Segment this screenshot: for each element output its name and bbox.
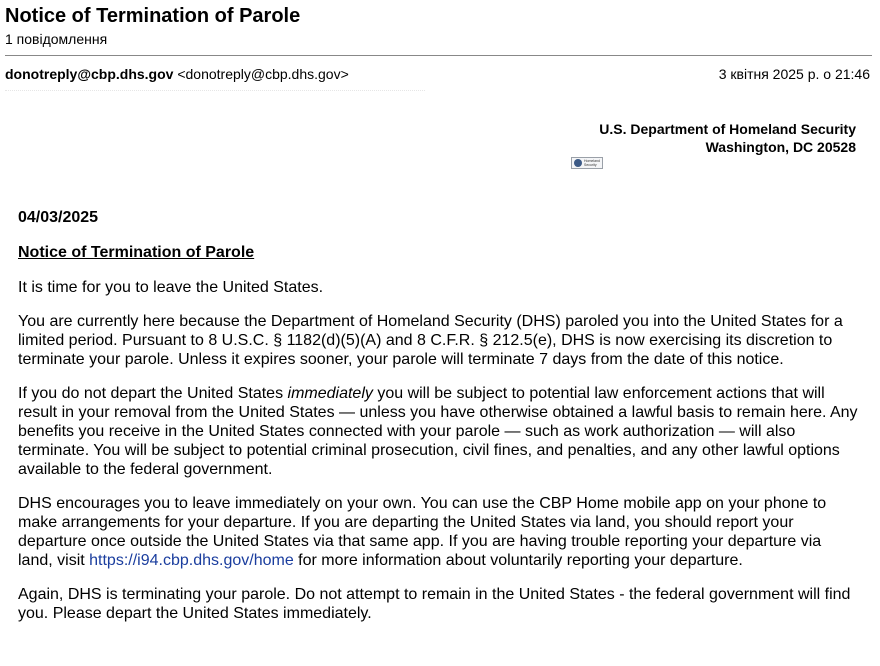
letterhead xyxy=(599,120,856,156)
paragraph-leave: It is time for you to leave the United States. xyxy=(18,279,324,296)
message-meta xyxy=(5,65,870,83)
thread-header xyxy=(5,5,872,48)
paragraph-final-warning: Again, DHS is terminating your parole. Do not attempt to remain in the United States - the federal government will find you. Please depart the United States immediately. xyxy=(18,586,851,622)
sender-name[interactable]: donotreply@cbp.dhs.gov xyxy=(5,66,174,82)
meta-separator xyxy=(5,90,425,91)
dhs-logo-text: Homeland Security xyxy=(584,159,600,167)
letter-date: 04/03/2025 xyxy=(18,209,99,226)
sender-email: <donotreply@cbp.dhs.gov> xyxy=(177,66,349,82)
sender xyxy=(5,65,349,83)
department-name: U.S. Department of Homeland Security xyxy=(599,121,856,137)
dhs-seal-icon xyxy=(574,159,582,167)
message-timestamp: 3 квітня 2025 р. о 21:46 xyxy=(718,66,870,82)
dhs-logo xyxy=(571,157,603,169)
letter-body xyxy=(18,208,860,638)
message-count: 1 повідомлення xyxy=(5,31,108,47)
paragraph-consequences: If you do not depart the United States immediately you will be subject to potential law enforcement actions that will result in your removal from the United States — unless you have otherwise obtained a lawful basis to remain here. Any benefits you receive in the United States connected with your parole — such as work authorization — will also terminate. You will be subject to potential criminal prosecution, civil fines, and penalties, and any other lawful options available to the federal government. xyxy=(18,385,858,478)
i94-link[interactable]: https://i94.cbp.dhs.gov/home xyxy=(89,552,294,569)
department-address: Washington, DC 20528 xyxy=(705,139,856,155)
thread-subject: Notice of Termination of Parole xyxy=(5,5,301,27)
header-divider xyxy=(5,55,872,56)
notice-heading: Notice of Termination of Parole xyxy=(18,244,255,261)
paragraph-departure-instructions: DHS encourages you to leave immediately on your own. You can use the CBP Home mobile app on your phone to make arrangements for your departure. If you are departing the United States via land, you should report your departure once outside the United States via that same app. If you are having trouble reporting your departure via land, visit https://i94.cbp.dhs.gov/home for more information about voluntarily reporting your departure. xyxy=(18,495,827,569)
emphasis-immediately: immediately xyxy=(287,385,373,402)
paragraph-parole-status: You are currently here because the Department of Homeland Security (DHS) paroled you into the United States for a limited period. Pursuant to 8 U.S.C. § 1182(d)(5)(A) and 8 C.F.R. § 212.5(e), DHS is now exercising its discretion to terminate your parole. Unless it expires sooner, your parole will terminate 7 days from the date of this notice. xyxy=(18,313,843,368)
